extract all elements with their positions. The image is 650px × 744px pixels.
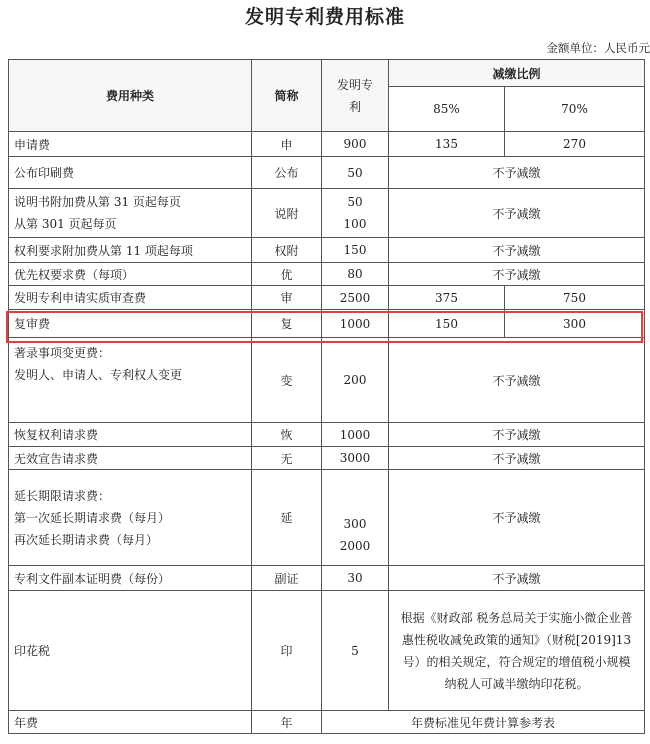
fee-abbr: 延	[252, 470, 322, 566]
fee-name: 申请费	[9, 132, 252, 157]
header-85-percent: 85%	[389, 87, 505, 132]
fee-name: 著录事项变更费： 发明人、申请人、专利权人变更	[9, 338, 252, 423]
table-row	[9, 447, 645, 470]
reduction-note: 不予减缴	[389, 189, 645, 238]
fee-amount: 80	[322, 263, 389, 286]
table-row	[9, 470, 645, 566]
table-row	[9, 566, 645, 591]
reduction-note: 不予减缴	[389, 470, 645, 566]
reduction-note: 不予减缴	[389, 263, 645, 286]
reduction-note: 不予减缴	[389, 566, 645, 591]
table-row	[9, 189, 645, 238]
fee-abbr: 复	[252, 310, 322, 338]
fee-abbr: 公布	[252, 157, 322, 189]
fee-abbr: 恢	[252, 423, 322, 447]
fee-amount: 900	[322, 132, 389, 157]
fee-name: 发明专利申请实质审查费	[9, 286, 252, 310]
fee-amount: 2500	[322, 286, 389, 310]
fee-amount: 3000	[322, 447, 389, 470]
header-70-percent: 70%	[505, 87, 645, 132]
fee-abbr: 权附	[252, 238, 322, 263]
reduction-note: 根据《财政部 税务总局关于实施小微企业普惠性税收减免政策的通知》（财税[2019]13 号）的相关规定，符合规定的增值税小规模纳税人可减半缴纳印花税。	[389, 591, 645, 711]
fee-amount: 50 100	[322, 189, 389, 238]
reduction-note: 不予减缴	[389, 447, 645, 470]
reduction-85: 375	[389, 286, 505, 310]
fee-abbr: 优	[252, 263, 322, 286]
fee-amount: 200	[322, 338, 389, 423]
fee-amount: 1000	[322, 423, 389, 447]
table-row	[9, 338, 645, 423]
table-row	[9, 591, 645, 711]
page-title: 发明专利费用标准	[244, 6, 405, 28]
reduction-70: 750	[505, 286, 645, 310]
fee-name: 公布印刷费	[9, 157, 252, 189]
fee-amount: 30	[322, 566, 389, 591]
reduction-note: 不予减缴	[389, 338, 645, 423]
fee-name: 复审费	[9, 310, 252, 338]
reduction-70: 300	[505, 310, 645, 338]
table-row	[9, 157, 645, 189]
fee-name: 专利文件副本证明费（每份）	[9, 566, 252, 591]
table-row	[9, 238, 645, 263]
currency-unit-label: 金额单位：人民币元	[546, 41, 650, 55]
fee-amount: 5	[322, 591, 389, 711]
fee-table	[8, 59, 645, 734]
reduction-70: 270	[505, 132, 645, 157]
table-row	[9, 423, 645, 447]
fee-name: 年费	[9, 711, 252, 734]
reduction-note: 不予减缴	[389, 238, 645, 263]
fee-abbr: 副证	[252, 566, 322, 591]
fee-amount: 300 2000	[322, 470, 389, 566]
header-patent: 发明专利	[322, 60, 389, 132]
fee-abbr: 变	[252, 338, 322, 423]
header-abbr: 简称	[252, 60, 322, 132]
reduction-note: 不予减缴	[389, 423, 645, 447]
header-fee-type: 费用种类	[9, 60, 252, 132]
fee-amount: 50	[322, 157, 389, 189]
fee-name: 延长期限请求费： 第一次延长期请求费（每月） 再次延长期请求费（每月）	[9, 470, 252, 566]
fee-name: 印花税	[9, 591, 252, 711]
fee-abbr: 说附	[252, 189, 322, 238]
fee-amount: 150	[322, 238, 389, 263]
table-row	[9, 286, 645, 310]
fee-abbr: 年	[252, 711, 322, 734]
fee-name: 权利要求附加费从第 11 项起每项	[9, 238, 252, 263]
fee-name: 无效宣告请求费	[9, 447, 252, 470]
table-row	[9, 263, 645, 286]
fee-name: 说明书附加费从第 31 页起每页 从第 301 页起每页	[9, 189, 252, 238]
table-row	[9, 132, 645, 157]
header-reduction: 减缴比例	[389, 60, 645, 87]
reduction-85: 150	[389, 310, 505, 338]
reduction-note: 年费标准见年费计算参考表	[322, 711, 645, 734]
reduction-note: 不予减缴	[389, 157, 645, 189]
table-row	[9, 711, 645, 734]
fee-abbr: 申	[252, 132, 322, 157]
table-row-highlighted	[9, 310, 645, 338]
fee-abbr: 印	[252, 591, 322, 711]
fee-name: 恢复权利请求费	[9, 423, 252, 447]
fee-amount: 1000	[322, 310, 389, 338]
fee-name: 优先权要求费（每项）	[9, 263, 252, 286]
fee-abbr: 审	[252, 286, 322, 310]
fee-abbr: 无	[252, 447, 322, 470]
reduction-85: 135	[389, 132, 505, 157]
